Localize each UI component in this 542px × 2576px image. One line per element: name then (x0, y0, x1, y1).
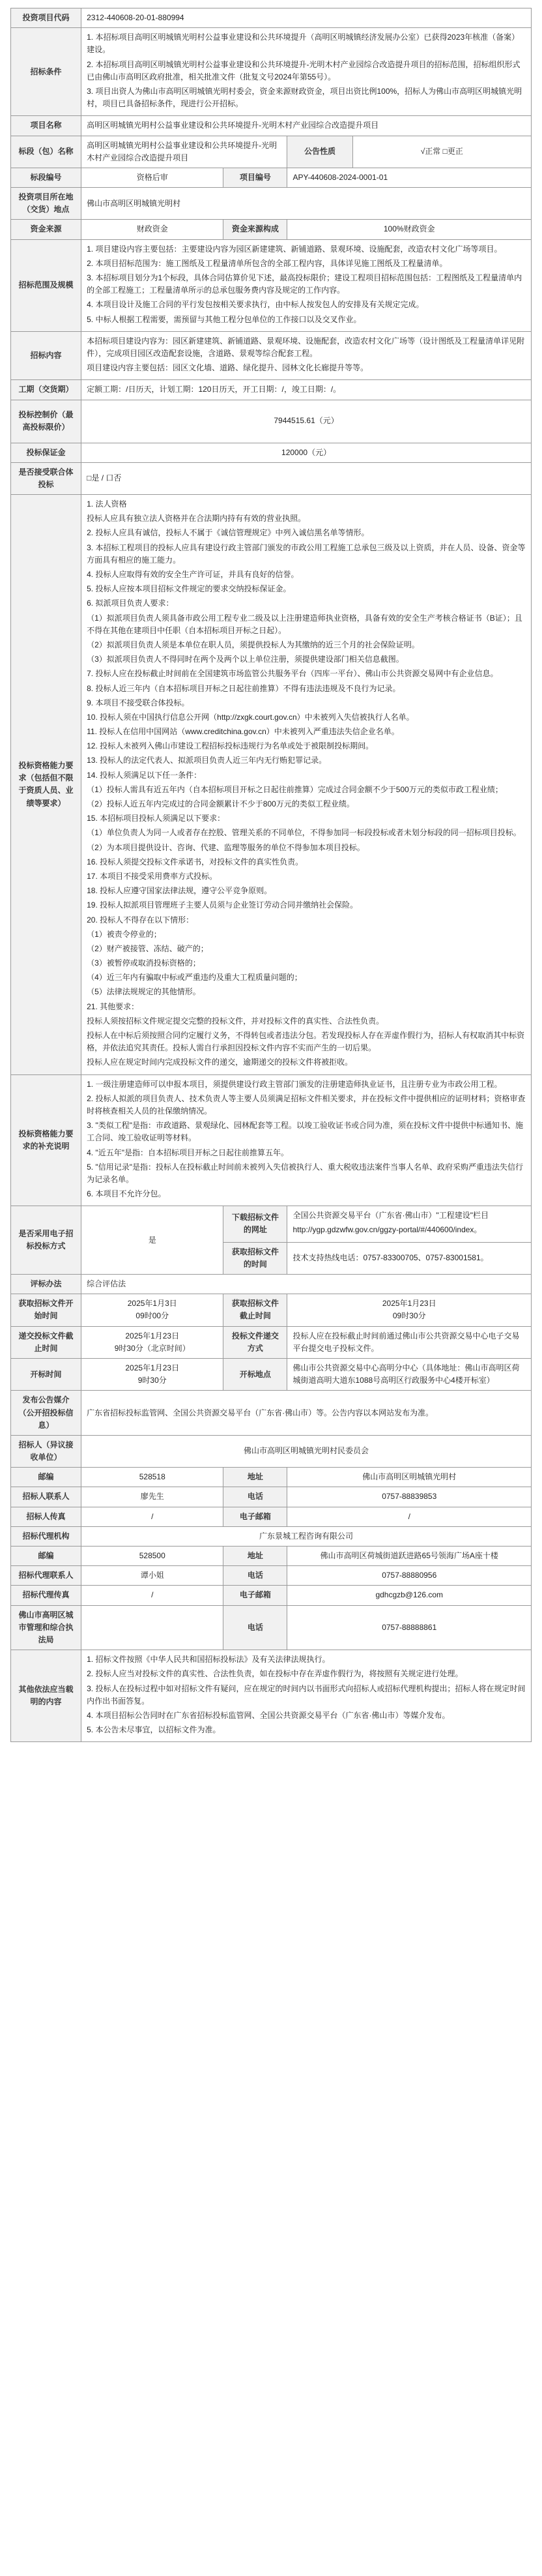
label-opening-place: 开标地点 (223, 1358, 287, 1390)
registration-end-date: 2025年1月23日 (382, 1299, 436, 1309)
remarks-line: 2. 投标人应当对投标文件的真实性、合法性负责，如在投标中存在弄虚作假行为，将按照有关规定进行处理。 (87, 1669, 463, 1679)
qualification-line: 12. 投标人未被列入佛山市建设工程招标投标违规行为名单或处于被限制投标期间。 (87, 741, 374, 751)
bidding-conditions-line: 3. 项目出资人为佛山市高明区明城镇光明村委会，资金来源财政资金，项目出资比例100%，招标人为佛山市高明区明城镇光明村，项目已具备招标条件，现进行公开招标。 (87, 86, 522, 109)
qualification-line: 17. 本项目不接受采用费率方式投标。 (87, 871, 218, 881)
qualification-line: （4）近三年内有骗取中标或严重违约及重大工程质量问题的； (87, 973, 302, 983)
deadline-time: 9时30分（北京时间） (114, 1343, 190, 1353)
label-scope: 招标范围及规模 (11, 239, 81, 331)
value-opening (81, 1358, 223, 1390)
value-agent-fax: / (81, 1586, 223, 1605)
value-deposit: 120000（元） (81, 443, 532, 462)
row-scope (11, 239, 532, 331)
qualification-line: 投标人应具有独立法人资格并在合法期内持有有效的营业执照。 (87, 514, 306, 524)
other-notes-line: 3. "类似工程"是指：市政道路、景观绿化、园林配套等工程。以竣工验收证书或合同为准，须在投标文件中提供中标通知书、施工合同、竣工验收证明等材料。 (87, 1121, 523, 1143)
value-tenderer-post: 528518 (81, 1468, 223, 1487)
label-duration: 工期（交货期） (11, 380, 81, 400)
value-query: 技术支持热线电话：0757-83300705、0757-83001581。 (287, 1242, 532, 1274)
label-authority-tel: 电话 (223, 1605, 287, 1650)
label-authority: 佛山市高明区城市管理和综合执法局 (11, 1605, 81, 1650)
qualification-line: （2）财产被接管、冻结、破产的； (87, 943, 208, 953)
qualification-line: （3）拟派项目负责人不得同时在两个及两个以上单位注册，须提供建设部门相关信息截图。 (87, 655, 404, 664)
qualification-line: 9. 本项目不接受联合体投标。 (87, 698, 190, 707)
label-qualification: 投标资格能力要求（包括但不限于资质人员、业绩等要求） (11, 495, 81, 1075)
value-funds: 财政资金 (81, 220, 223, 239)
row-project-name (11, 116, 532, 136)
value-notice-type: √正常 □更正 (352, 136, 531, 168)
row-platform (11, 1206, 532, 1242)
row-content (11, 331, 532, 380)
qualification-line: （2）为本项目提供设计、咨询、代建、监理等服务的单位不得参加本项目投标。 (87, 842, 365, 852)
value-registration-end (287, 1294, 532, 1326)
value-media: 广东省招标投标监管网、全国公共资源交易平台（广东省·佛山市）等。公告内容以本网站发布为准。 (81, 1391, 532, 1436)
row-agent-fax (11, 1586, 532, 1605)
label-notice-type: 公告性质 (287, 136, 352, 168)
label-tenderer-mail: 电子邮箱 (223, 1507, 287, 1526)
value-evaluation: 综合评估法 (81, 1275, 532, 1294)
value-project-code: 2312-440608-20-01-880994 (81, 8, 532, 28)
value-bid-section: 高明区明城镇光明村公益事业建设和公共环境提升-光明木村产业园综合改造提升项目 (81, 136, 287, 168)
value-agent-mail: gdhcgzb@126.com (287, 1586, 532, 1605)
value-agent-addr: 佛山市高明区荷城街道跃进路65号领海广场A座十楼 (287, 1547, 532, 1566)
value-agent-post: 528500 (81, 1547, 223, 1566)
qualification-line: （1）单位负责人为同一人或者存在控股、管理关系的不同单位，不得参加同一标段投标或者未划分标段的同一招标项目投标。 (87, 828, 521, 838)
row-bidding-conditions (11, 28, 532, 116)
value-project-number: APY-440608-2024-0001-01 (287, 168, 532, 187)
value-scope (81, 239, 532, 331)
qualification-line: 4. 投标人应取得有效的安全生产许可证，并具有良好的信誉。 (87, 570, 299, 579)
value-funds-ratio: 100%财政资金 (287, 220, 532, 239)
content-line: 本招标项目建设内容为：园区新建建筑、新铺道路、景观环境、设施配套，改造农村文化广场等（设计图纸及工程量清单详见附件），完成项目园区改造配套设施，含道路、景观等综合配套工程。 (87, 336, 525, 358)
scope-line: 5. 中标人根据工程需要，需预留与其他工程分包单位的工作接口以及交叉作业。 (87, 314, 362, 324)
scope-line: 3. 本招标项目划分为1个标段，具体合同估算价见下述，最高投标限价；建设工程项目招标范围包括：工程图纸及工程量清单内的全部工程施工；工程量清单所示的总承包服务费内容及规定的工作内容。 (87, 273, 522, 295)
value-tenderer-fax: / (81, 1507, 223, 1526)
registration-date: 2025年1月3日 (127, 1299, 177, 1309)
row-opening (11, 1358, 532, 1390)
scope-line: 4. 本项目设计及施工合同的平行发包按相关要求执行，由中标人按发包人的安排及有关规定完成。 (87, 300, 424, 310)
value-submit-method: 投标人应在投标截止时间前通过佛山市公共资源交易中心电子交易平台提交电子投标文件。 (287, 1326, 532, 1358)
value-tenderer-tel: 0757-88839853 (287, 1487, 532, 1507)
label-remarks: 其他依法应当载明的内容 (11, 1650, 81, 1742)
value-download (287, 1206, 532, 1242)
other-notes-line: 1. 一级注册建造师可以申报本项目，须提供建设行政主管部门颁发的注册建造师执业证书，且注册专业为市政公用工程。 (87, 1079, 502, 1089)
label-opening: 开标时间 (11, 1358, 81, 1390)
registration-time: 09时00分 (136, 1311, 169, 1321)
row-price (11, 400, 532, 443)
value-authority-tel: 0757-88888861 (287, 1605, 532, 1650)
label-tenderer-contact: 招标人联系人 (11, 1487, 81, 1507)
label-content: 招标内容 (11, 331, 81, 380)
qualification-line: 投标人须按招标文件规定提交完整的投标文件，并对投标文件的真实性、合法性负责。 (87, 1016, 384, 1026)
label-funds: 资金来源 (11, 220, 81, 239)
value-location: 佛山市高明区明城镇光明村 (81, 188, 532, 220)
label-other-notes: 投标资格能力要求的补充说明 (11, 1074, 81, 1206)
row-tenderer (11, 1435, 532, 1467)
row-deadline (11, 1326, 532, 1358)
other-notes-line: 6. 本项目不允许分包。 (87, 1189, 166, 1199)
qualification-line: 投标人在中标后须按照合同约定履行义务，不得转包或者违法分包。若发现投标人存在弄虚作假行为，招标人有权取消其中标资格，并依法追究其责任。投标人需自行承担因投标文件内容不实而产生的一切后果。 (87, 1031, 525, 1053)
scope-line: 1. 项目建设内容主要包括：主要建设内容为园区新建建筑、新铺道路、景观环境、设施配套，改造农村文化广场等项目。 (87, 244, 502, 254)
value-tenderer-addr: 佛山市高明区明城镇光明村 (287, 1468, 532, 1487)
label-price: 投标控制价（最高投标限价） (11, 400, 81, 443)
qualification-line: （2）拟派项目负责人须是本单位在职人员，须提供投标人为其缴纳的近三个月的社会保险证明。 (87, 640, 420, 649)
qualification-line: 15. 本招标项目投标人须满足以下要求： (87, 814, 225, 823)
row-agent-contact (11, 1566, 532, 1586)
qualification-line: （5）法律法规规定的其他情形。 (87, 987, 201, 997)
row-bid-section (11, 136, 532, 168)
value-tenderer: 佛山市高明区明城镇光明村民委员会 (81, 1435, 532, 1467)
qualification-line: 2. 投标人应具有诚信，投标人不属于《诚信管理规定》中列入诚信黑名单等情形。 (87, 528, 369, 538)
qualification-line: （1）拟派项目负责人须具备市政公用工程专业二级及以上注册建造师执业资格，具备有效的安全生产考核合格证书（B证）；且不得在其他在建项目中任职（自本招标项目开标之日起）。 (87, 613, 522, 635)
label-agent-post: 邮编 (11, 1547, 81, 1566)
qualification-line: 1. 法人资格 (87, 499, 127, 509)
row-consortium (11, 462, 532, 494)
label-submit-method: 投标文件递交方式 (223, 1326, 287, 1358)
bidding-conditions-line: 1. 本招标项目高明区明城镇光明村公益事业建设和公共环境提升（高明区明城镇经济发展办公室）已获得2023年核准（备案）建设。 (87, 33, 520, 55)
qualification-line: 10. 投标人须在中国执行信息公开网（http://zxgk.court.gov.cn）中未被列入失信被执行人名单。 (87, 712, 414, 722)
value-tenderer-contact: 廖先生 (81, 1487, 223, 1507)
label-funds-ratio: 资金来源构成 (223, 220, 287, 239)
qualification-line: 16. 投标人须提交投标文件承诺书，对投标文件的真实性负责。 (87, 857, 304, 866)
qualification-line: 7. 投标人应在投标截止时间前在全国建筑市场监管公共服务平台（四库一平台）、佛山市公共资源交易网中有企业信息。 (87, 669, 498, 679)
label-agent-addr: 地址 (223, 1547, 287, 1566)
row-qualification (11, 495, 532, 1075)
label-media: 发布公告媒介（公开招投标信息） (11, 1391, 81, 1436)
value-qualification-method: 资格后审 (81, 168, 223, 187)
row-tenderer-fax (11, 1507, 532, 1526)
value-qualification (81, 495, 532, 1075)
qualification-line: 6. 拟派项目负责人要求： (87, 599, 174, 608)
label-registration-end: 获取招标文件截止时间 (223, 1294, 287, 1326)
qualification-line: （2）投标人近五年内完成过的合同金额累计不少于800万元的类似工程业绩。 (87, 799, 354, 808)
download-platform-name: 全国公共资源交易平台（广东省·佛山市）"工程建设"栏目 (292, 1211, 489, 1221)
qualification-line: 21. 其他要求： (87, 1001, 139, 1011)
value-content (81, 331, 532, 380)
row-other-notes (11, 1074, 532, 1206)
label-bidding-conditions: 招标条件 (11, 28, 81, 116)
row-media (11, 1391, 532, 1436)
remarks-line: 4. 本项目招标公告同时在广东省招标投标监管网、全国公共资源交易平台（广东省·佛山市）等媒介发布。 (87, 1710, 450, 1720)
value-remarks (81, 1650, 532, 1742)
row-location (11, 188, 532, 220)
opening-time: 9时30分 (137, 1376, 167, 1385)
label-bid-section: 标段（包）名称 (11, 136, 81, 168)
remarks-line: 1. 招标文件按照《中华人民共和国招标投标法》及有关法律法规执行。 (87, 1655, 330, 1665)
value-tenderer-mail: / (287, 1507, 532, 1526)
qualification-line: 18. 投标人应遵守国家法律法规，遵守公平竞争原则。 (87, 886, 272, 896)
label-tenderer-post: 邮编 (11, 1468, 81, 1487)
row-registration (11, 1294, 532, 1326)
label-query: 获取招标文件的时间 (223, 1242, 287, 1274)
value-authority (81, 1605, 223, 1650)
qualification-line: 19. 投标人拟派项目管理班子主要人员须与企业签订劳动合同并缴纳社会保险。 (87, 900, 358, 910)
value-duration: 定额工期：/日历天，计划工期：120日历天，开工日期：/，竣工日期：/。 (81, 380, 532, 400)
other-notes-line: 2. 投标人拟派的项目负责人、技术负责人等主要人员须满足招标文件相关要求，并在投标文件中提供相应的证明材料；资格审查时将核查相关人员的社保缴纳情况。 (87, 1093, 526, 1116)
opening-date: 2025年1月23日 (125, 1363, 180, 1372)
label-registration: 获取招标文件开始时间 (11, 1294, 81, 1326)
row-evaluation (11, 1275, 532, 1294)
label-project-code: 投资项目代码 (11, 8, 81, 28)
tender-notice-table (10, 8, 532, 1742)
row-authority (11, 1605, 532, 1650)
label-section-code: 标段编号 (11, 168, 81, 187)
value-opening-place: 佛山市公共资源交易中心高明分中心（具体地址：佛山市高明区荷城街道高明大道东1088号高明区行政服务中心4楼开标室） (287, 1358, 532, 1390)
remarks-line: 5. 本公告未尽事宜，以招标文件为准。 (87, 1725, 221, 1735)
qualification-line: （3）被暂停或取消投标资格的； (87, 958, 201, 968)
other-notes-line: 5. "信用记录"是指：投标人在投标截止时间前未被列入失信被执行人、重大税收违法案件当事人名单、政府采购严重违法失信行为记录名单。 (87, 1162, 523, 1184)
value-agent: 广东景城工程咨询有限公司 (81, 1526, 532, 1546)
label-deadline: 递交投标文件截止时间 (11, 1326, 81, 1358)
value-bidding-conditions (81, 28, 532, 116)
label-project-number: 项目编号 (223, 168, 287, 187)
deadline-date: 2025年1月23日 (125, 1331, 180, 1340)
row-tenderer-contact (11, 1487, 532, 1507)
label-agent-fax: 招标代理传真 (11, 1586, 81, 1605)
label-deposit: 投标保证金 (11, 443, 81, 462)
value-consortium: □是 / 口否 (81, 462, 532, 494)
qualification-line: 3. 本招标工程项目的投标人应具有建设行政主管部门颁发的市政公用工程施工总承包三级及以上资质，并在人员、设备、资金等方面具有相应的施工能力。 (87, 542, 526, 565)
label-project-name: 项目名称 (11, 116, 81, 136)
qualification-line: （1）投标人需具有近五年内（自本招标项目开标之日起往前推算）完成过合同金额不少于500万元的类似市政工程业绩； (87, 784, 503, 794)
qualification-line: 投标人应在规定时间内完成投标文件的递交，逾期递交的投标文件将被拒收。 (87, 1058, 353, 1067)
row-remarks (11, 1650, 532, 1742)
registration-end-time: 09时30分 (392, 1311, 426, 1321)
download-link[interactable]: http://ygp.gdzwfw.gov.cn/ggzy-portal/#/440600/index。 (292, 1225, 482, 1235)
row-funds (11, 220, 532, 239)
label-agent-tel: 电话 (223, 1566, 287, 1586)
label-platform: 是否采用电子招标投标方式 (11, 1206, 81, 1275)
qualification-line: 14. 投标人须满足以下任一条件： (87, 770, 202, 780)
row-agent-post (11, 1547, 532, 1566)
qualification-line: 8. 投标人近三年内（自本招标项目开标之日起往前推算）不得有违法违规及不良行为记录。 (87, 683, 401, 693)
label-tenderer-fax: 招标人传真 (11, 1507, 81, 1526)
row-project-code (11, 8, 532, 28)
value-price: 7944515.61（元） (81, 400, 532, 443)
value-registration (81, 1294, 223, 1326)
row-deposit (11, 443, 532, 462)
remarks-line: 3. 投标人在投标过程中如对招标文件有疑问，应在规定的时间内以书面形式向招标人或招标代理机构提出；招标人将在规定时间内作出书面答复。 (87, 1683, 526, 1706)
qualification-line: 20. 投标人不得存在以下情形： (87, 915, 194, 925)
label-agent-contact: 招标代理联系人 (11, 1566, 81, 1586)
label-tenderer-addr: 地址 (223, 1468, 287, 1487)
row-tenderer-post (11, 1468, 532, 1487)
row-section-code (11, 168, 532, 187)
label-tenderer-tel: 电话 (223, 1487, 287, 1507)
label-tenderer: 招标人（异议接收单位） (11, 1435, 81, 1467)
qualification-line: 5. 投标人应按本项目招标文件规定的要求交纳投标保证金。 (87, 584, 291, 594)
content-line: 项目建设内容主要包括：园区文化墙、道路、绿化提升、园林文化长廊提升等等。 (87, 363, 369, 373)
label-download: 下载招标文件的网址 (223, 1206, 287, 1242)
row-duration (11, 380, 532, 400)
label-consortium: 是否接受联合体投标 (11, 462, 81, 494)
qualification-line: 11. 投标人在信用中国网站（www.creditchina.gov.cn）中未被列入严重违法失信企业名单。 (87, 727, 399, 737)
value-platform: 是 (81, 1206, 223, 1275)
value-deadline (81, 1326, 223, 1358)
value-agent-tel: 0757-88880956 (287, 1566, 532, 1586)
label-location: 投资项目所在地（交货）地点 (11, 188, 81, 220)
qualification-line: （1）被责令停业的； (87, 929, 162, 939)
value-other-notes (81, 1074, 532, 1206)
scope-line: 2. 本项目招标范围为：施工图纸及工程量清单所包含的全部工程内容，具体详见施工图纸及工程量清单。 (87, 258, 448, 268)
bidding-conditions-line: 2. 本招标项目高明区明城镇光明村公益事业建设和公共环境提升-光明木村产业园综合改造提升项目的招标范围，招标组织形式已由佛山市高明区政府批准，相关批准文件（批复文号2024年第55号）。 (87, 59, 521, 81)
label-agent: 招标代理机构 (11, 1526, 81, 1546)
label-evaluation: 评标办法 (11, 1275, 81, 1294)
qualification-line: 13. 投标人的法定代表人、拟派项目负责人近三年内无行贿犯罪记录。 (87, 756, 327, 765)
value-project-name: 高明区明城镇光明村公益事业建设和公共环境提升-光明木村产业园综合改造提升项目 (81, 116, 532, 136)
label-agent-mail: 电子邮箱 (223, 1586, 287, 1605)
row-agent (11, 1526, 532, 1546)
other-notes-line: 4. "近五年"是指：自本招标项目开标之日起往前推算五年。 (87, 1147, 289, 1157)
value-agent-contact: 谭小姐 (81, 1566, 223, 1586)
